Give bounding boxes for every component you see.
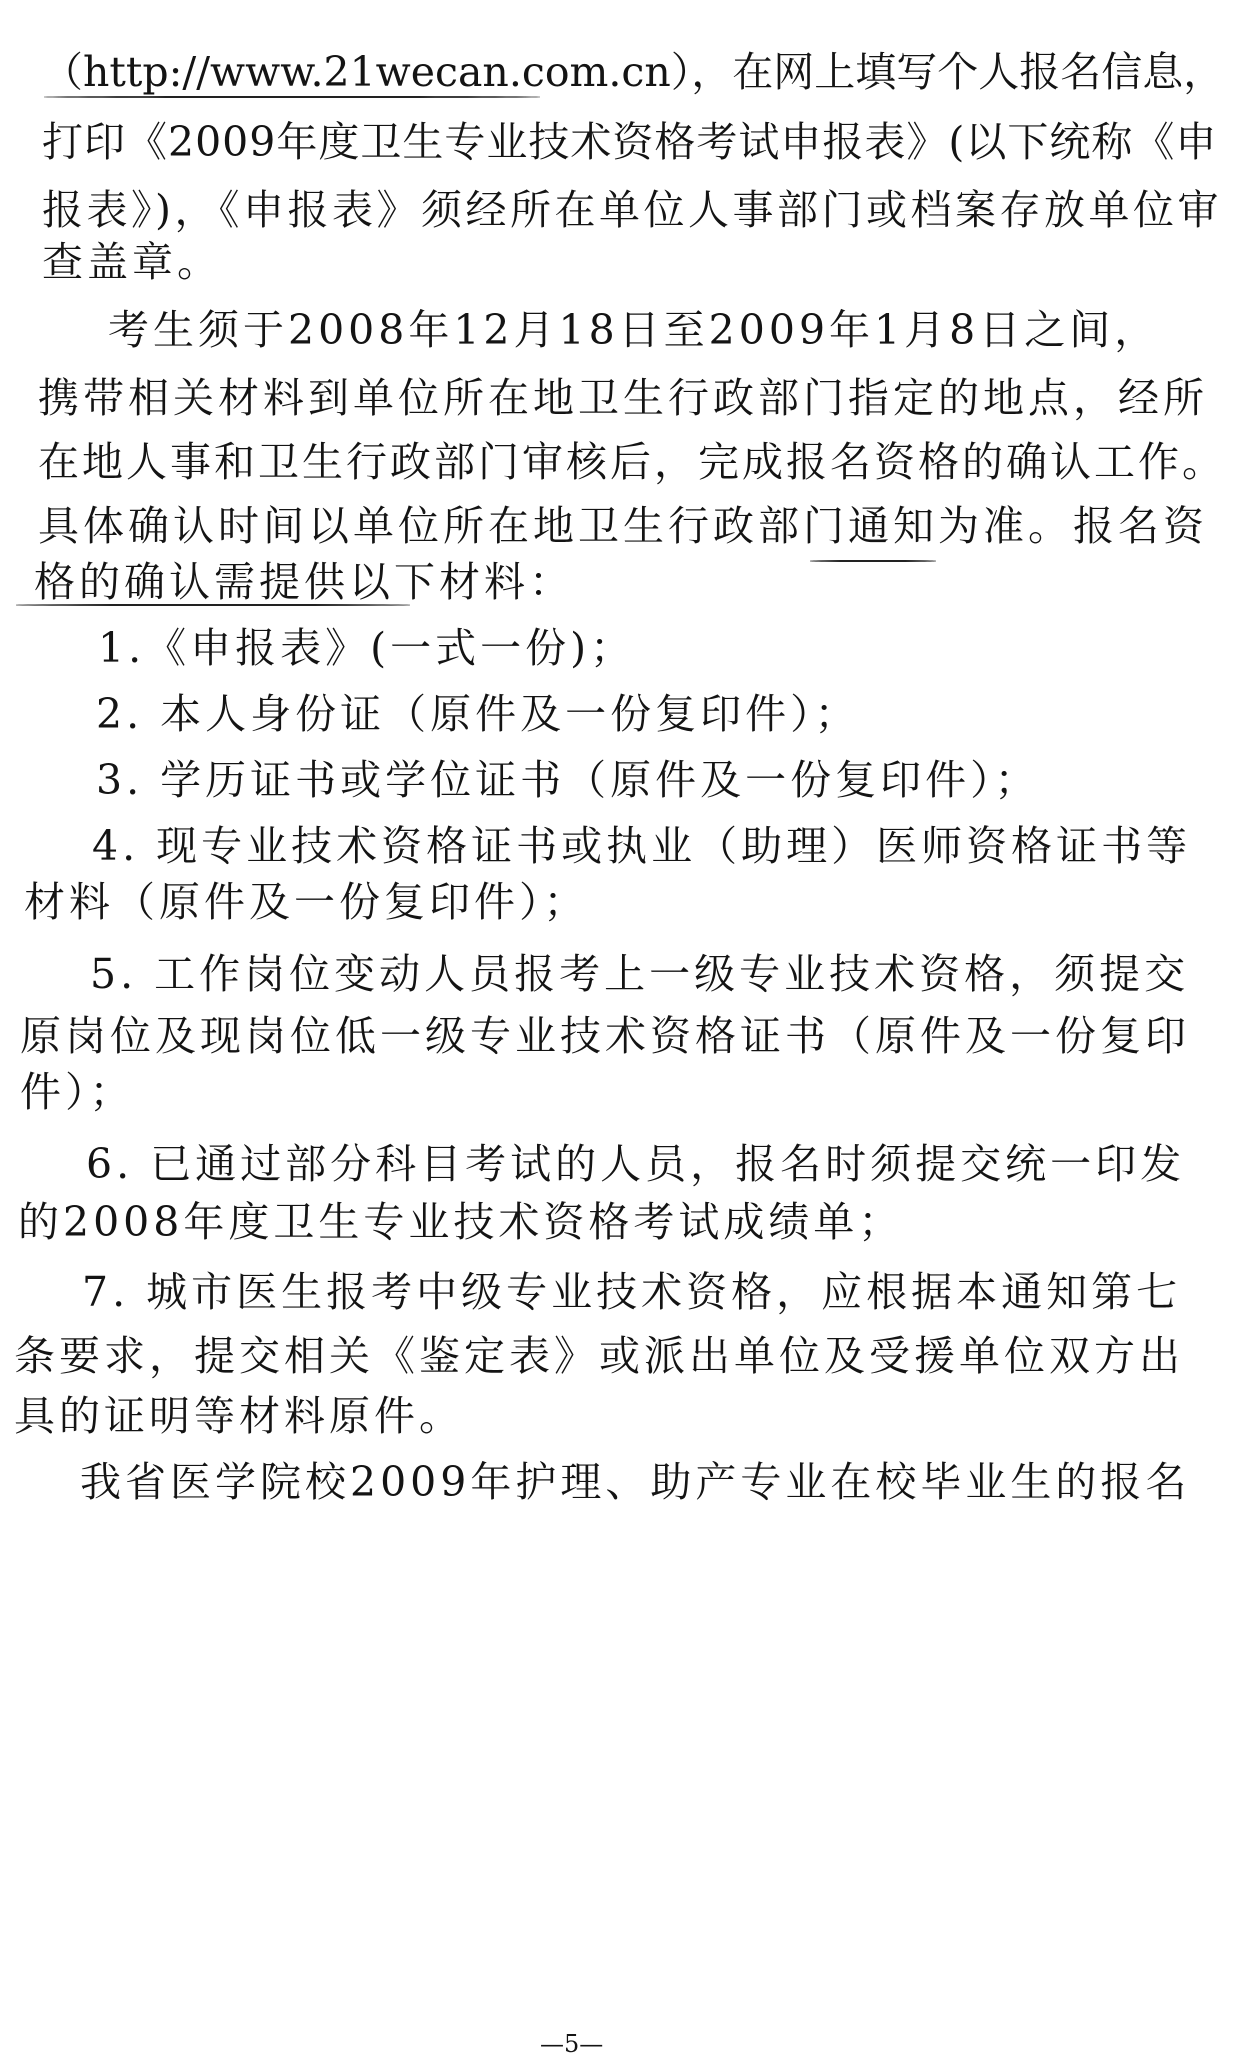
text-line: 在地人事和卫生行政部门审核后，完成报名资格的确认工作。 <box>38 438 1226 486</box>
list-item: 6. 已通过部分科目考试的人员，报名时须提交统一印发 <box>86 1140 1186 1188</box>
handwritten-underline <box>810 560 936 562</box>
text-line: 具的证明等材料原件。 <box>14 1392 464 1440</box>
text-line: 考生须于2008年12月18日至2009年1月8日之间， <box>108 306 1160 354</box>
text-line: 具体确认时间以单位所在地卫生行政部门通知为准。报名资 <box>38 502 1208 550</box>
text-line: 条要求，提交相关《鉴定表》或派出单位及受援单位双方出 <box>14 1332 1184 1380</box>
text-line: 材料（原件及一份复印件）； <box>24 878 589 926</box>
list-item: 7. 城市医生报考中级专业技术资格，应根据本通知第七 <box>82 1268 1182 1316</box>
list-item: 3. 学历证书或学位证书（原件及一份复印件）； <box>96 756 1040 804</box>
text-line: 报表》)，《申报表》须经所在单位人事部门或档案存放单位审 <box>42 186 1222 234</box>
list-item: 4. 现专业技术资格证书或执业（助理）医师资格证书等 <box>92 822 1192 870</box>
text-line: 的2008年度卫生专业技术资格考试成绩单； <box>18 1198 904 1246</box>
text-line: 查盖章。 <box>42 238 222 286</box>
handwritten-underline <box>44 96 540 98</box>
text-line: 原岗位及现岗位低一级专业技术资格证书（原件及一份复印 <box>20 1012 1190 1060</box>
page-number: —5— <box>540 2030 604 2058</box>
text-line: （http://www.21wecan.com.cn），在网上填写个人报名信息， <box>42 48 1225 96</box>
list-item: 5. 工作岗位变动人员报考上一级专业技术资格，须提交 <box>90 950 1190 998</box>
text-line: 我省医学院校2009年护理、助产专业在校毕业生的报名 <box>80 1458 1191 1506</box>
handwritten-underline <box>16 604 410 606</box>
text-line: 件）； <box>20 1068 135 1116</box>
list-item: 2. 本人身份证（原件及一份复印件）； <box>96 690 860 738</box>
list-item: 1.《申报表》(一式一份)； <box>98 624 636 672</box>
text-line: 携带相关材料到单位所在地卫生行政部门指定的地点，经所 <box>38 374 1208 422</box>
text-line: 打印《2009年度卫生专业技术资格考试申报表》(以下统称《申 <box>42 118 1218 166</box>
text-line: 格的确认需提供以下材料： <box>34 558 574 606</box>
